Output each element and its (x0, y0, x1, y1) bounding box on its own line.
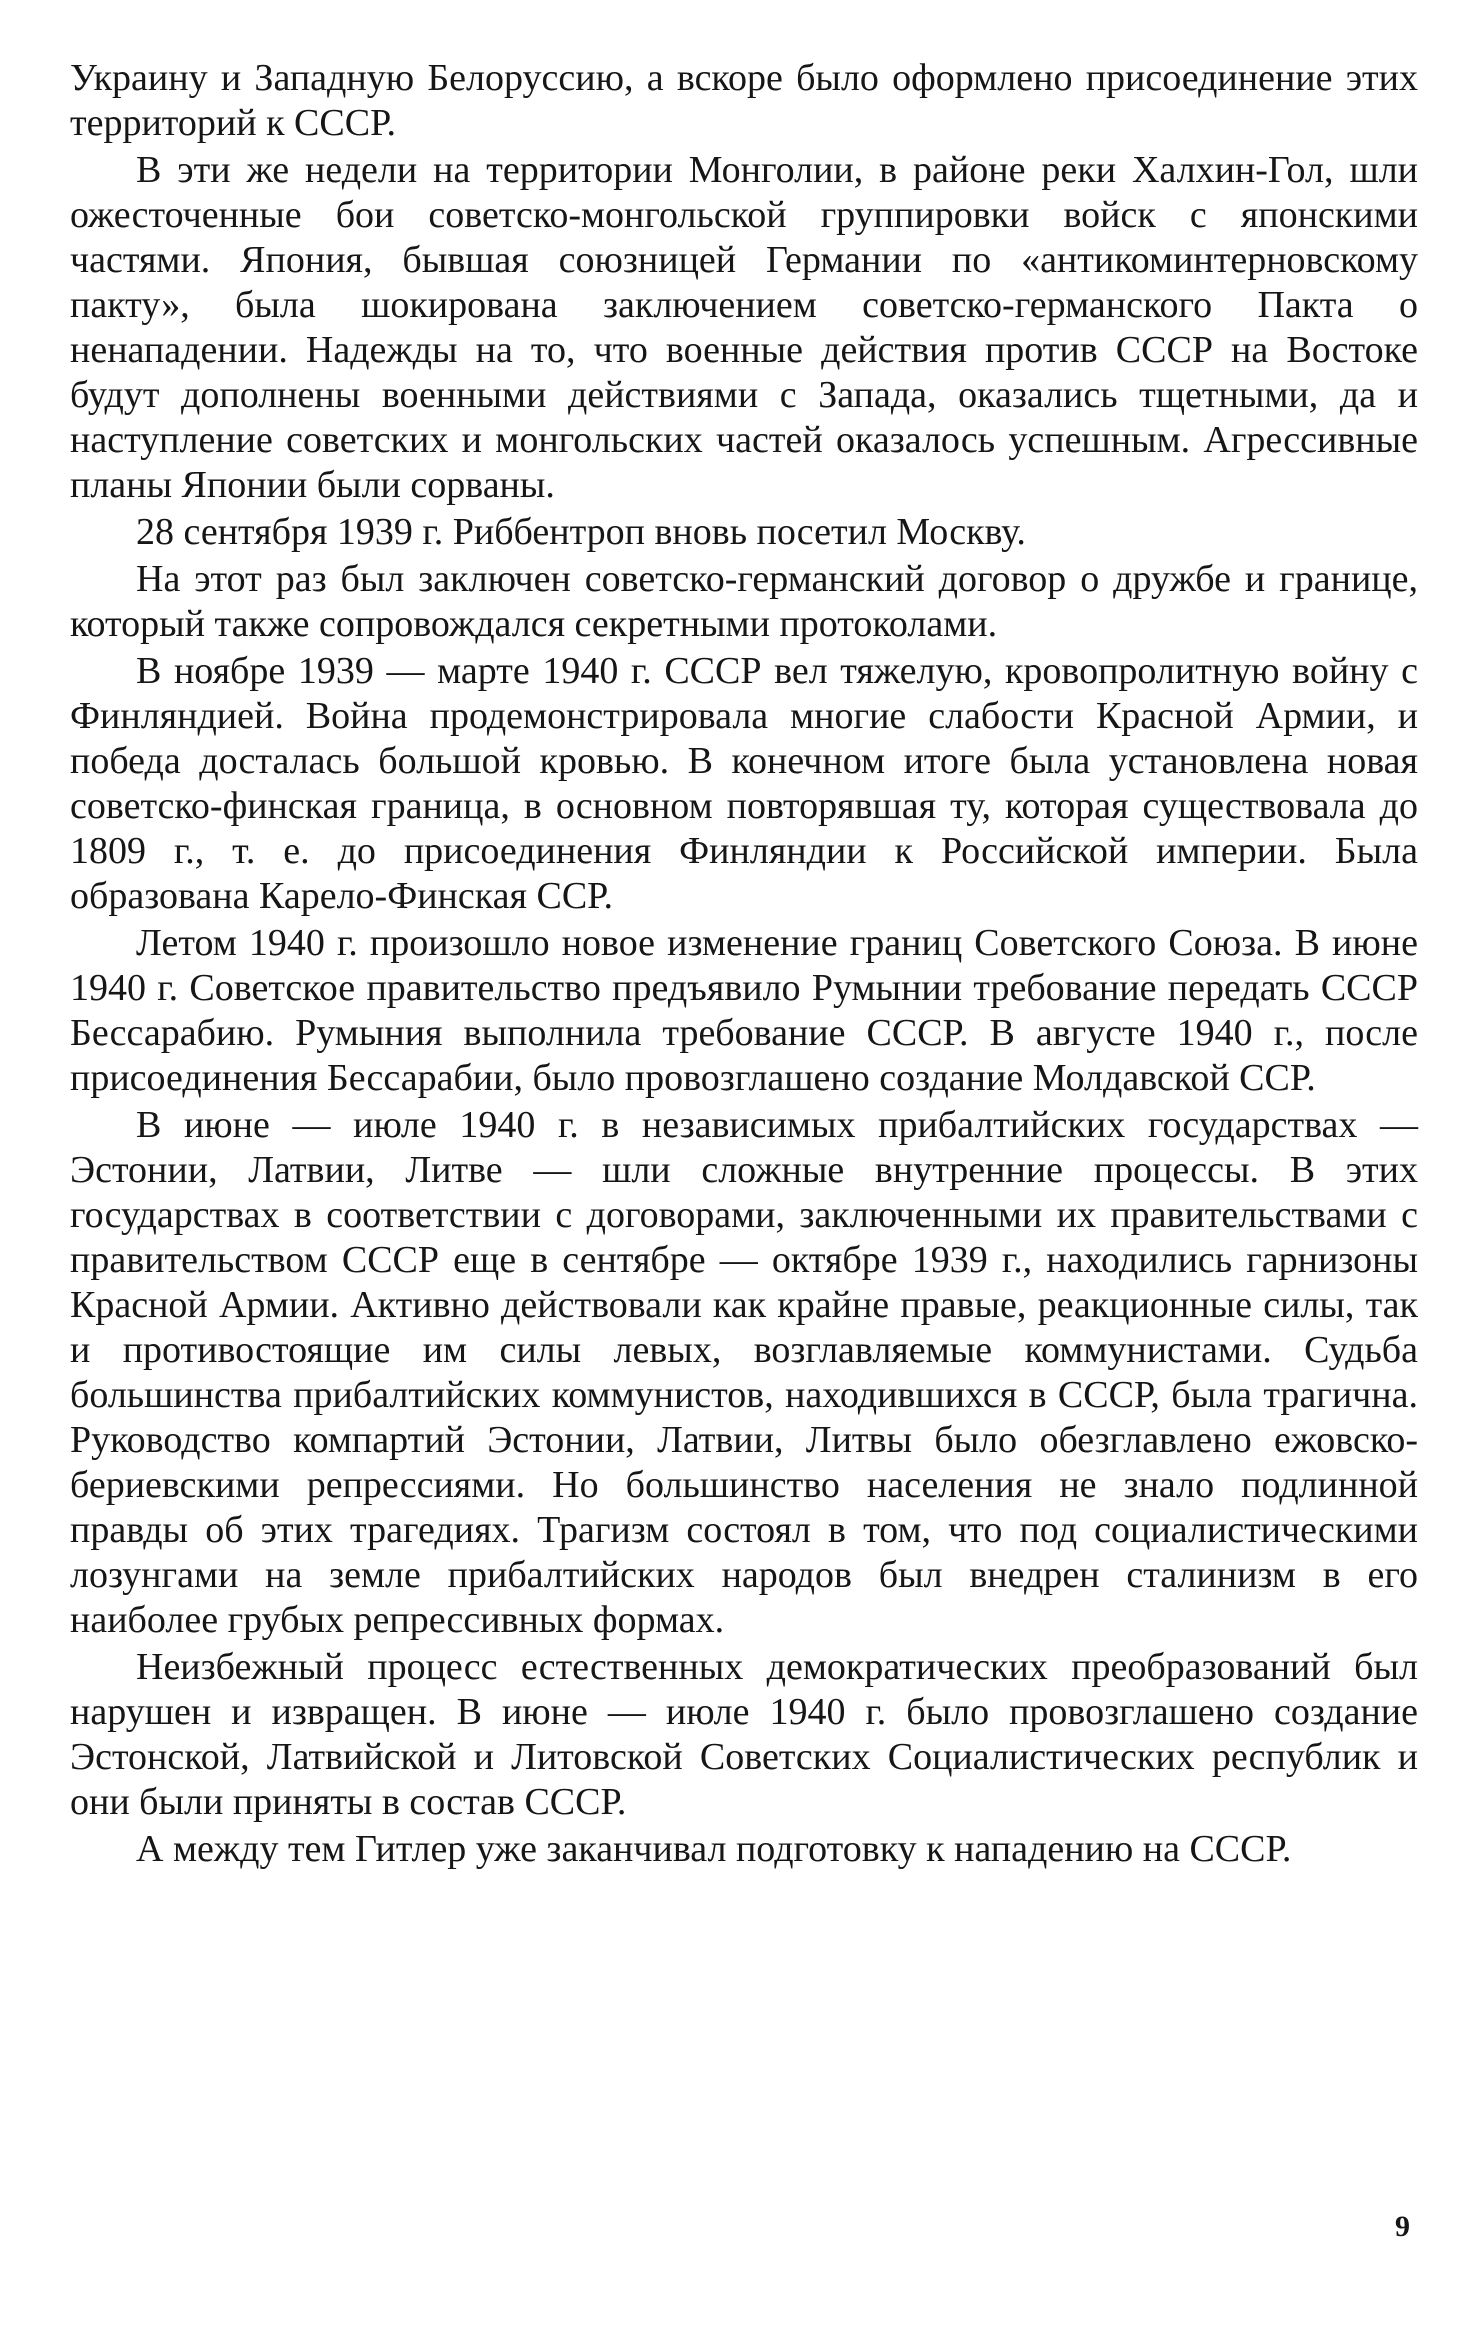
paragraph-ribbentrop-visit: 28 сентября 1939 г. Риббентроп вновь посетил Москву. (136, 511, 1026, 553)
paragraph-baltic-annexation: Неизбежный процесс естественных демократических преобразований был нарушен и извращен. В июне — июле 1940 г. было провозглашено создание Эстонской, Латвийской и Литовской Советских Социалистических республик и они были приняты в состав СССР. (70, 1646, 1418, 1823)
page-number: 9 (1395, 2210, 1410, 2243)
paragraph-finnish-war: В ноябре 1939 — марте 1940 г. СССР вел тяжелую, кровопролитную войну с Финляндией. Война продемонстрировала многие слабости Красной Армии, и победа досталась большой кровью. В конечном итоге была установлена новая советско-финская граница, в основном повторявшая ту, которая существовала до 1809 г., т. е. до присоединения Финляндии к Российской империи. Была образована Карело-Финская ССР. (70, 650, 1418, 917)
paragraph-bessarabia: Летом 1940 г. произошло новое изменение границ Советского Союза. В июне 1940 г. Советское правительство предъявило Румынии требование передать СССР Бессарабию. Румыния выполнила требование СССР. В августе 1940 г., после присоединения Бессарабии, было провозглашено создание Молдавской ССР. (70, 922, 1418, 1099)
paragraph-friendship-treaty: На этот раз был заключен советско-германский договор о дружбе и границе, который также сопровождался секретными протоколами. (70, 558, 1418, 645)
page-body (70, 56, 1418, 1874)
paragraph-baltic-states: В июне — июле 1940 г. в независимых прибалтийских государствах — Эстонии, Латвии, Литве — шли сложные внутренние процессы. В этих государствах в соответствии с договорами, заключенными их правительствами с правительством СССР еще в сентябре — октябре 1939 г., находились гарнизоны Красной Армии. Активно действовали как крайне правые, реакционные силы, так и противостоящие им силы левых, возглавляемые коммунистами. Судьба большинства прибалтийских коммунистов, находившихся в СССР, была трагична. Руководство компартий Эстонии, Латвии, Литвы было обезглавлено ежовско-бериевскими репрессиями. Но большинство населения не знало подлинной правды об этих трагедиях. Трагизм состоял в том, что под социалистическими лозунгами на земле прибалтийских народов был внедрен сталинизм в его наиболее грубых репрессивных формах. (70, 1104, 1418, 1641)
paragraph-annexation: Украину и Западную Белоруссию, а вскоре было оформлено присоединение этих территорий к СССР. (70, 57, 1418, 144)
paragraph-khalkhin-gol: В эти же недели на территории Монголии, в районе реки Халхин-Гол, шли ожесточенные бои советско-монгольской группировки войск с японскими частями. Япония, бывшая союзницей Германии по «антикоминтерновскому пакту», была шокирована заключением советско-германского Пакта о ненападении. Надежды на то, что военные действия против СССР на Востоке будут дополнены военными действиями с Запада, оказались тщетными, да и наступление советских и монгольских частей оказалось успешным. Агрессивные планы Японии были сорваны. (70, 149, 1418, 506)
paragraph-hitler-preparation: А между тем Гитлер уже заканчивал подготовку к нападению на СССР. (136, 1828, 1292, 1870)
